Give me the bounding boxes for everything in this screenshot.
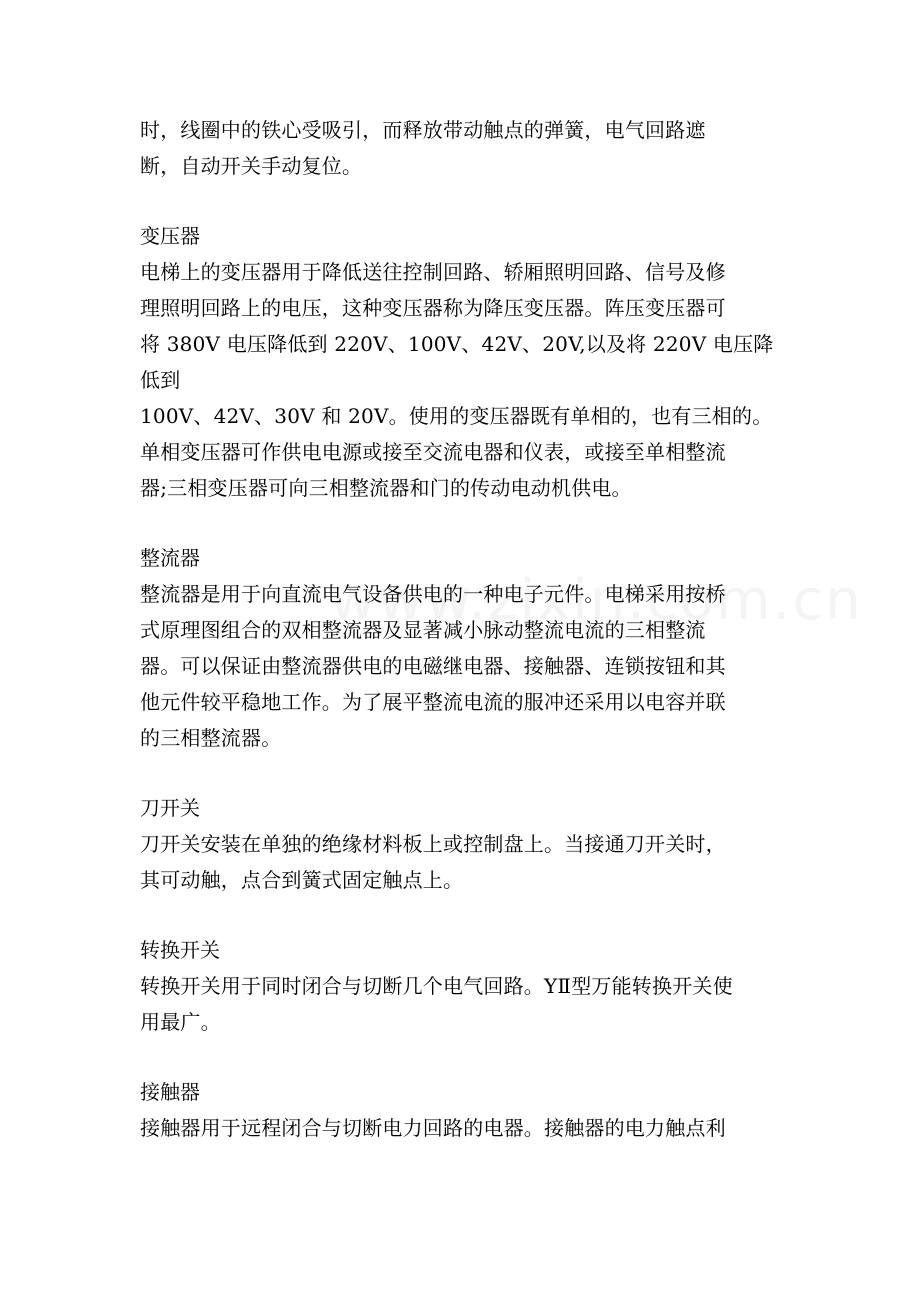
- text-line: 将 380V 电压降低到 220V、100V、42V、20V,以及将 220V 电压降低到: [140, 332, 774, 392]
- text-line: 时，线圈中的铁心受吸引，而释放带动触点的弹簧，电气回路遮: [140, 118, 706, 142]
- text-line: 整流器是用于向直流电气设备供电的一种电子元件。电梯采用按桥: [140, 582, 726, 606]
- section-heading: 整流器: [140, 546, 200, 570]
- text-line: 单相变压器可作供电电源或接至交流电器和仪表，或接至单相整流: [140, 440, 726, 464]
- text-line: 刀开关安装在单独的绝缘材料板上或控制盘上。当接通刀开关时，: [140, 832, 726, 856]
- text-line: 器;三相变压器可向三相整流器和门的传动电动机供电。: [140, 476, 632, 500]
- text-line: 100V、42V、30V 和 20V。使用的变压器既有单相的，也有三相的。: [140, 404, 773, 428]
- text-line: 的三相整流器。: [140, 726, 282, 750]
- section-rectifier: [140, 540, 780, 756]
- section-heading: 变压器: [140, 224, 200, 248]
- section-heading: 转换开关: [140, 938, 220, 962]
- section-heading: 刀开关: [140, 796, 200, 820]
- text-line: 其可动触，点合到簧式固定触点上。: [140, 868, 464, 892]
- section-heading: 接触器: [140, 1080, 200, 1104]
- text-line: 用最广。: [140, 1010, 221, 1034]
- text-line: 理照明回路上的电压，这种变压器称为降压变压器。阵压变压器可: [140, 296, 726, 320]
- document-page: [140, 112, 780, 1146]
- section-transformer: [140, 218, 780, 506]
- text-line: 器。可以保证由整流器供电的电磁继电器、接触器、连锁按钮和其: [140, 654, 726, 678]
- text-line: 电梯上的变压器用于降低送往控制回路、轿厢照明回路、信号及修: [140, 260, 726, 284]
- section-transfer-switch: [140, 932, 780, 1040]
- text-line: 接触器用于远程闭合与切断电力回路的电器。接触器的电力触点利: [140, 1116, 726, 1140]
- section-knife-switch: [140, 790, 780, 898]
- text-line: 式原理图组合的双相整流器及显著减小脉动整流电流的三相整流: [140, 618, 706, 642]
- text-line: 他元件较平稳地工作。为了展平整流电流的服冲还采用以电容并联: [140, 690, 726, 714]
- text-line: 转换开关用于同时闭合与切断几个电气回路。YⅡ型万能转换开关使: [140, 974, 733, 998]
- intro-paragraph: [140, 112, 780, 184]
- text-line: 断，自动开关手动复位。: [140, 154, 363, 178]
- section-contactor: [140, 1074, 780, 1146]
